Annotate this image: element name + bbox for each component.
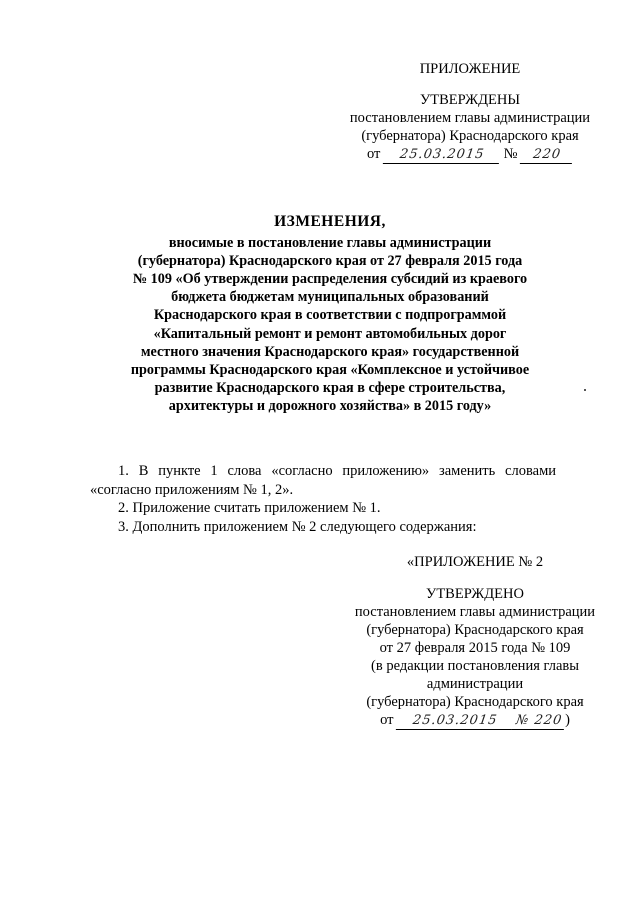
changes-line: вносимые в постановление главы администрации bbox=[168, 235, 492, 252]
appendix-2-line-4: (в редакции постановления главы bbox=[371, 658, 579, 674]
scan-speck bbox=[584, 389, 586, 391]
appendix-2-line-5: администрации bbox=[426, 676, 524, 692]
amendment-items bbox=[90, 462, 556, 536]
changes-line: развитие Краснодарского края в сфере строительства, bbox=[154, 379, 506, 396]
approval-date-line bbox=[335, 145, 605, 164]
date-prefix: от bbox=[380, 712, 394, 728]
approval-line-2: (губернатора) Краснодарского края bbox=[361, 128, 579, 144]
changes-heading: ИЗМЕНЕНИЯ, bbox=[274, 213, 386, 230]
changes-line: бюджета бюджетам муниципальных образований bbox=[171, 289, 489, 306]
appendix-2-line-2: (губернатора) Краснодарского края bbox=[366, 622, 584, 638]
changes-line: «Капитальный ремонт и ремонт автомобильных дорог bbox=[153, 325, 507, 342]
changes-line: Краснодарского края в соответствии с подпрограммой bbox=[153, 307, 507, 324]
changes-line: местного значения Краснодарского края» государственной bbox=[140, 343, 520, 360]
appendix-2-line-3: от 27 февраля 2015 года № 109 bbox=[379, 640, 571, 656]
appendix-2-date-line bbox=[340, 711, 610, 730]
appendix-2-line-6: (губернатора) Краснодарского края bbox=[366, 694, 584, 710]
closing-paren: ) bbox=[565, 712, 570, 728]
appendix-2-title: «ПРИЛОЖЕНИЕ № 2 bbox=[406, 554, 544, 570]
changes-line: архитектуры и дорожного хозяйства» в 2015 году» bbox=[168, 397, 492, 414]
handwritten-number: 220 bbox=[520, 147, 574, 164]
date-prefix: от bbox=[366, 146, 381, 162]
item-1-line-2: «согласно приложениям № 1, 2». bbox=[90, 481, 294, 498]
handwritten-date: 25.03.2015 bbox=[383, 147, 501, 164]
approved-title: УТВЕРЖДЕНЫ bbox=[419, 92, 521, 108]
appendix-title: ПРИЛОЖЕНИЕ bbox=[419, 61, 521, 77]
changes-line: программы Краснодарского края «Комплексное и устойчивое bbox=[130, 361, 530, 378]
changes-line: (губернатора) Краснодарского края от 27 февраля 2015 года bbox=[137, 253, 523, 270]
changes-line: № 109 «Об утверждении распределения субсидий из краевого bbox=[132, 271, 528, 288]
item-3: 3. Дополнить приложением № 2 следующего содержания: bbox=[118, 518, 477, 535]
appendix-2-header bbox=[340, 553, 610, 730]
item-2: 2. Приложение считать приложением № 1. bbox=[118, 500, 381, 516]
handwritten-number: № 220 bbox=[512, 713, 566, 730]
appendix-2-line-1: постановлением главы администрации bbox=[354, 604, 596, 620]
changes-title-block bbox=[80, 213, 580, 415]
number-sign: № bbox=[503, 146, 518, 162]
approval-line-1: постановлением главы администрации bbox=[349, 110, 591, 126]
appendix-2-approved: УТВЕРЖДЕНО bbox=[426, 586, 524, 602]
handwritten-date: 25.03.2015 bbox=[396, 713, 514, 730]
top-approval-header bbox=[335, 60, 605, 164]
item-1-line-1: 1. В пункте 1 слова «согласно приложению» заменить словами bbox=[118, 463, 556, 479]
